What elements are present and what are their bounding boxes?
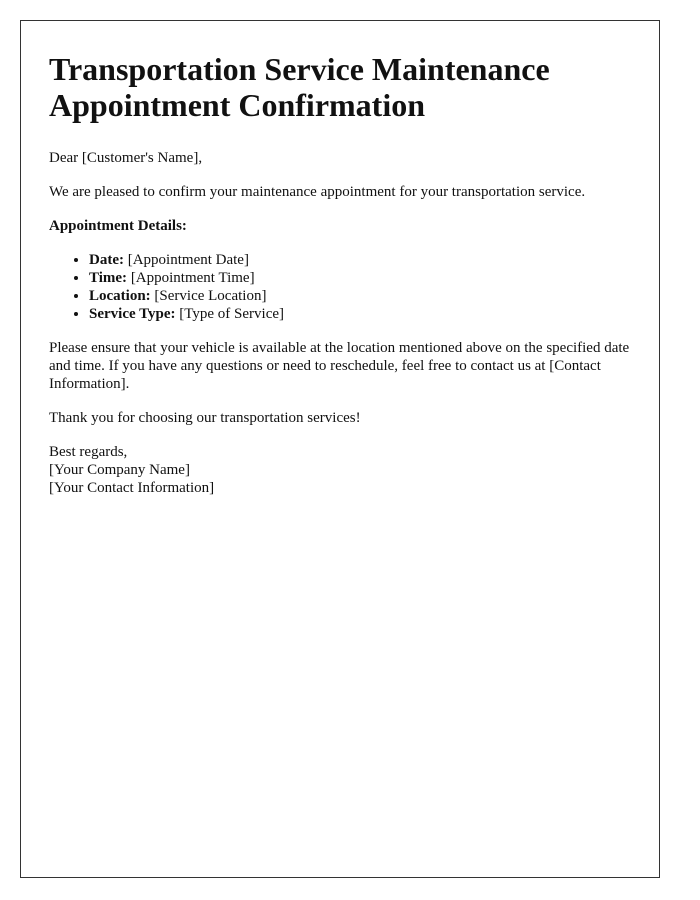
details-heading xyxy=(49,217,631,235)
detail-value: [Service Location] xyxy=(154,288,267,304)
detail-item-location xyxy=(89,287,631,305)
detail-label: Location: xyxy=(89,288,151,304)
thanks-paragraph: Thank you for choosing our transportation services! xyxy=(49,410,361,426)
company-name: [Your Company Name] xyxy=(49,462,190,478)
detail-value: [Appointment Time] xyxy=(130,270,255,286)
detail-label: Service Type: xyxy=(89,306,176,322)
signoff: Best regards, xyxy=(49,444,128,460)
intro-paragraph: We are pleased to confirm your maintenance appointment for your transportation service. xyxy=(49,184,586,200)
letter-title: Transportation Service Maintenance Appointment Confirmation xyxy=(49,51,550,123)
detail-item-service-type xyxy=(89,305,631,323)
greeting: Dear [Customer's Name], xyxy=(49,150,203,166)
closing-block xyxy=(49,443,631,497)
detail-value: [Appointment Date] xyxy=(127,252,249,268)
details-heading-text: Appointment Details: xyxy=(49,218,187,234)
detail-label: Date: xyxy=(89,252,124,268)
detail-value: [Type of Service] xyxy=(179,306,285,322)
instructions-paragraph: Please ensure that your vehicle is available at the location mentioned above on the specified date and time. If you have any questions or need to reschedule, feel free to contact us at [Contact Information]. xyxy=(49,340,630,392)
detail-label: Time: xyxy=(89,270,128,286)
letter-page xyxy=(20,20,660,878)
detail-item-time xyxy=(89,269,631,287)
contact-information: [Your Contact Information] xyxy=(49,480,215,496)
detail-item-date xyxy=(89,251,631,269)
details-list xyxy=(49,251,631,323)
